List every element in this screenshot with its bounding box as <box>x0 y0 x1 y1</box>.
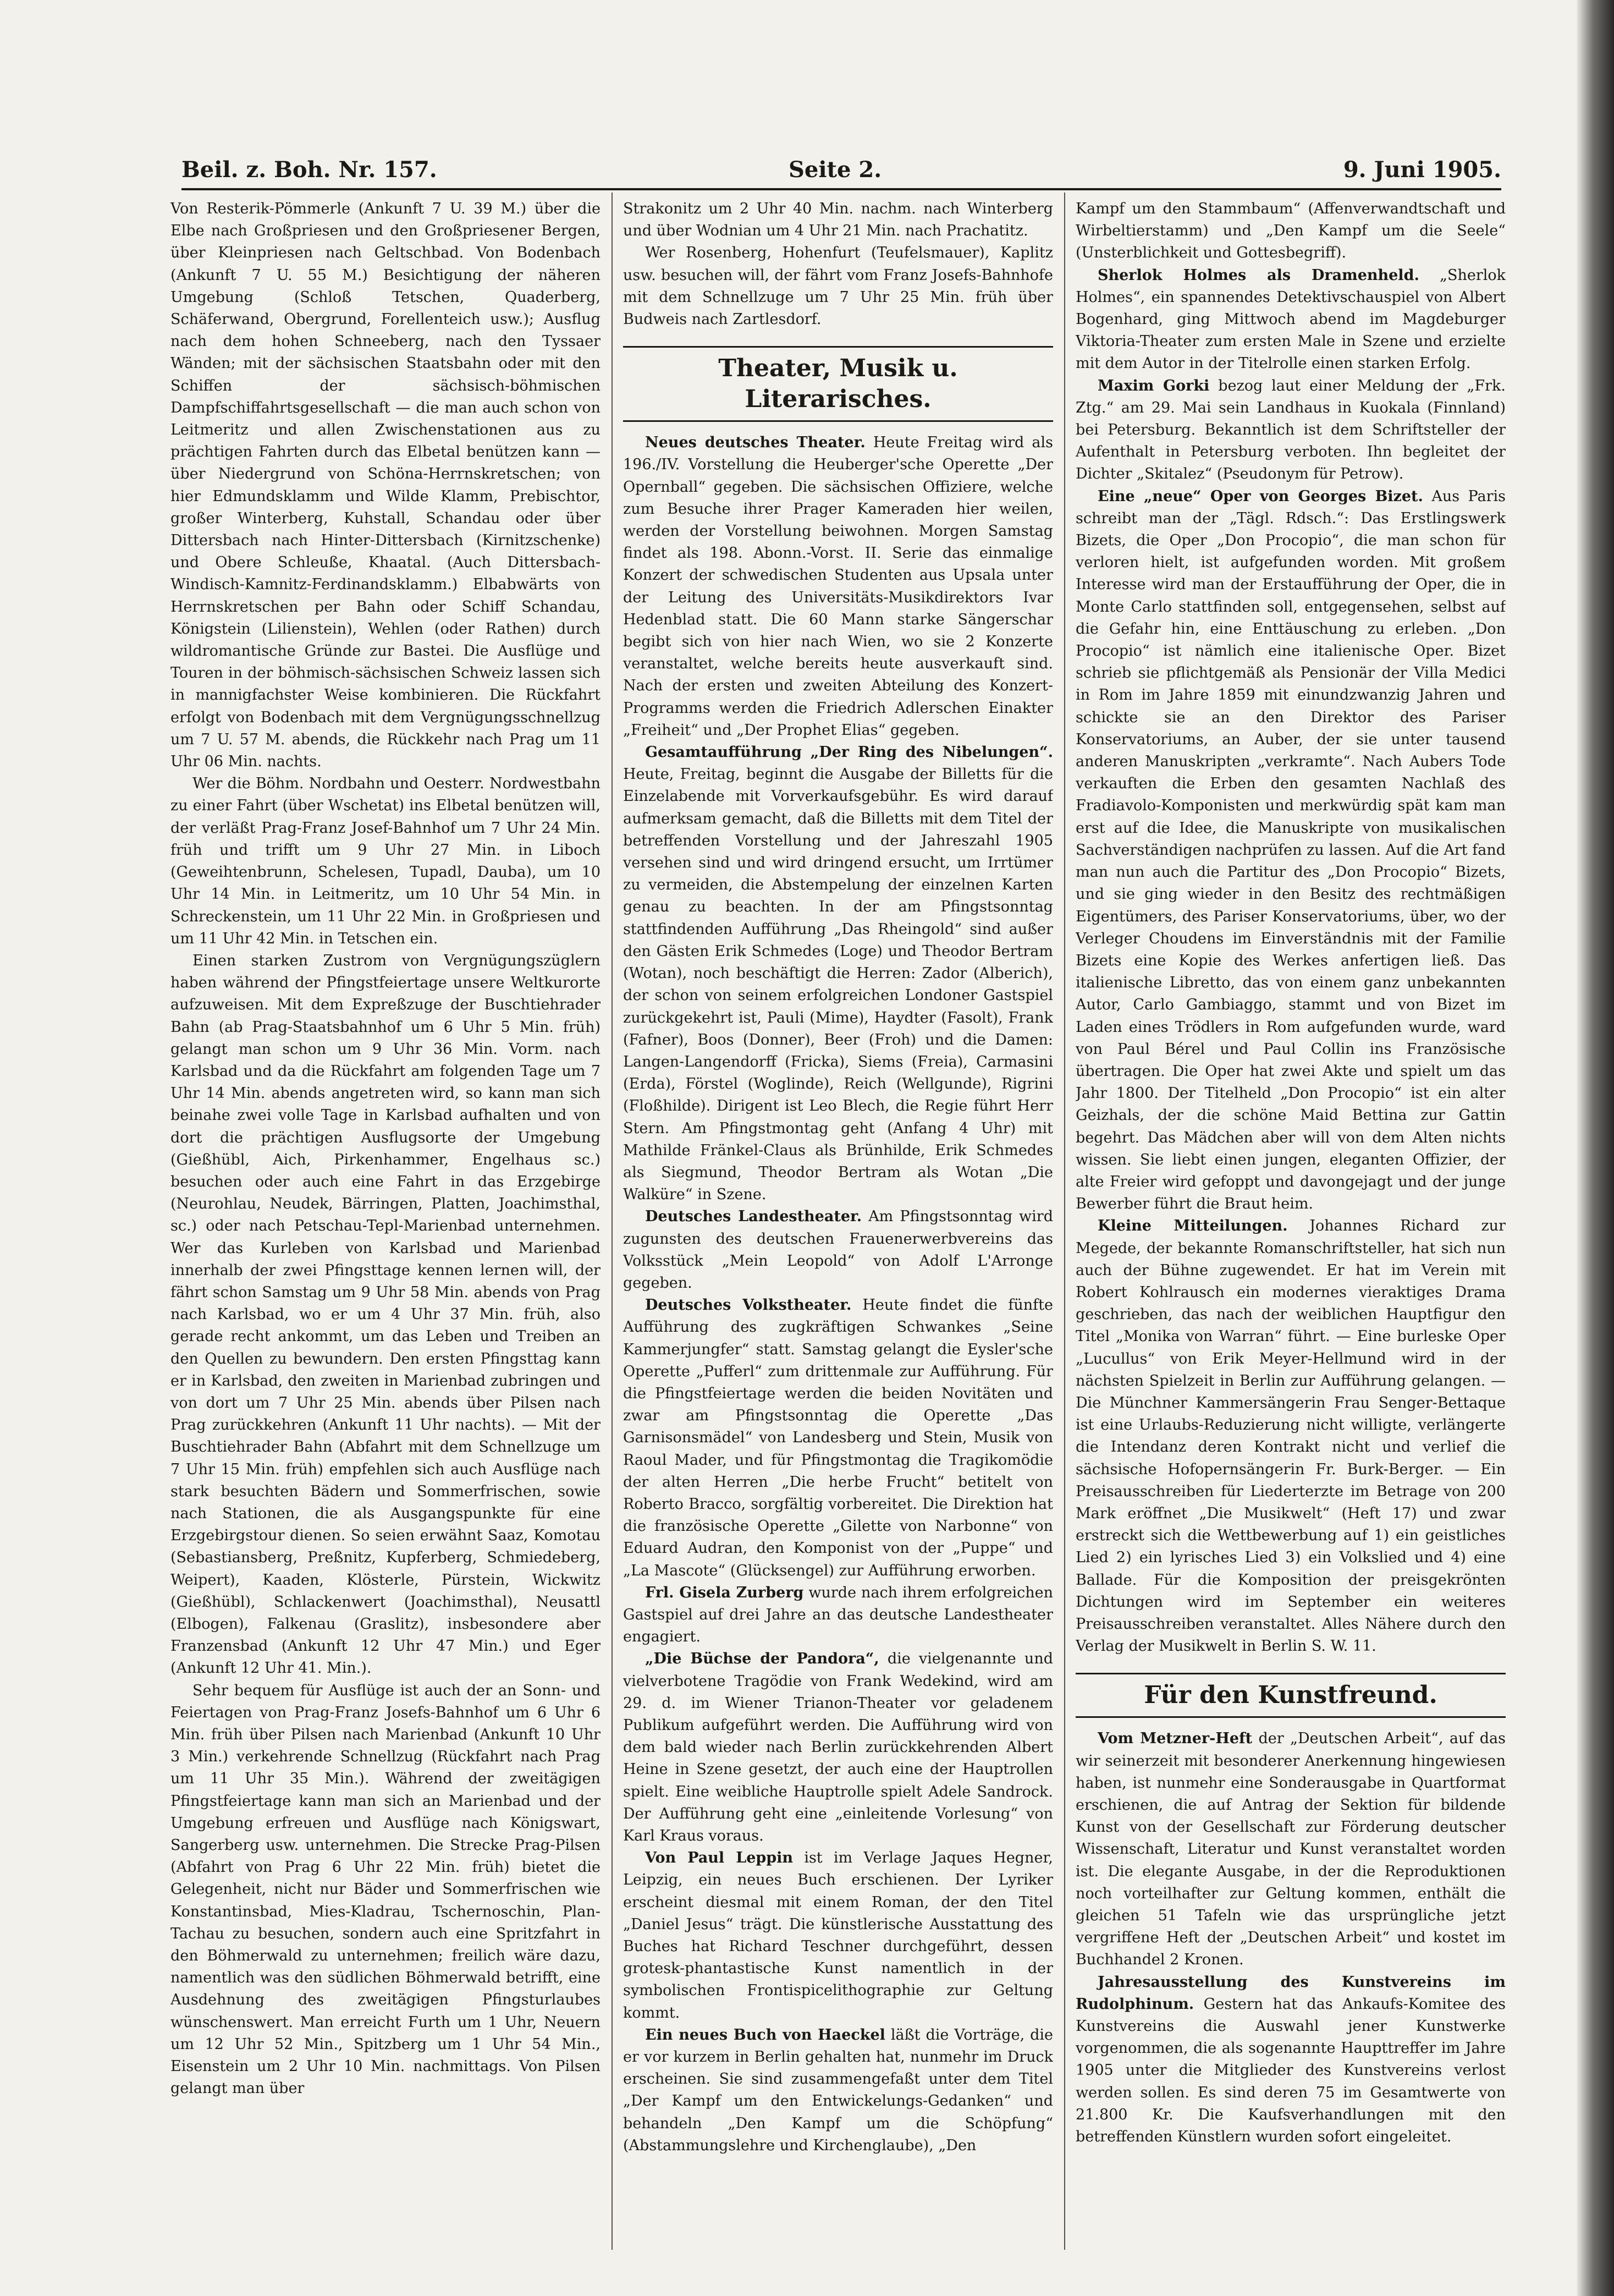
column-1 <box>170 198 601 2233</box>
article <box>623 1206 1053 1294</box>
article-lead: Ein neues Buch von Haeckel <box>645 2026 885 2044</box>
section-title-theater: Theater, Musik u. Literarisches. <box>623 346 1053 422</box>
article-lead: Deutsches Landestheater. <box>645 1208 862 1226</box>
article <box>1076 1215 1506 1657</box>
article-lead: Maxim Gorki <box>1098 377 1210 394</box>
paragraph: Von Resterik-Pömmerle (Ankunft 7 U. 39 M.) über die Elbe nach Großpriesen und den Großpriesener Bergen, über Kleinpriesen nach Geltschbad. Von Bodenbach (Ankunft 7 U. 55 M.) Besichtigung der näheren Umgebung (Schloß Tetschen, Quaderberg, Schäferwand, Obergrund, Forellenteich usw.); Ausflug nach dem hohen Schneeberg, nach den Tyssaer Wänden; mit der sächsischen Staatsbahn oder mit den Schiffen der sächsisch-böhmischen Dampfschiffahrtsgesellschaft — die man auch schon von Leitmeritz und allen Zwischenstationen aus zu prächtigen Fahrten durch das Elbetal benützen kann — über Niedergrund von Schöna-Herrnskretschen; von hier Edmundsklamm und Wilde Klamm, Prebischtor, großer Winterberg, Kuhstall, Schandau oder über Dittersbach nach Hinter-Dittersbach (Kirnitzschenke) und Obere Schleuße, Khaatal. (Auch Dittersbach-Windisch-Kamnitz-Ferdinandsklamm.) Elbabwärts von Herrnskretschen per Bahn oder Schiff Schandau, Königstein (Lilienstein), Wehlen (oder Rathen) durch wildromantische Gründe zur Bastei. Die Ausflüge und Touren in der böhmisch-sächsischen Schweiz lassen sich in mannigfachster Weise kombinieren. Die Rückfahrt erfolgt von Bodenbach mit dem Vergnügungsschnellzug um 7 U. 57 M. abends, die Rückkehr nach Prag um 11 Uhr 06 Min. nachts. <box>170 200 601 771</box>
article <box>1076 1971 1506 2149</box>
article-lead: Frl. Gisela Zurberg <box>645 1584 804 1601</box>
header-date: 9. Juni 1905. <box>1343 157 1501 183</box>
article <box>1076 375 1506 486</box>
paragraph: Einen starken Zustrom von Vergnügungszüglern haben während der Pfingstfeiertage unsere Weltkurorte aufzuweisen. Mit dem Expreßzuge der Buschtiehrader Bahn (ab Prag-Staatsbahnhof um 6 Uhr 5 Min. früh) gelangt man schon um 9 Uhr 36 Min. Vorm. nach Karlsbad und da die Rückfahrt am folgenden Tage um 7 Uhr 14 Min. abends angetreten wird, so kann man sich beinahe zwei volle Tage in Karlsbad aufhalten und von dort die prächtigen Ausflugsorte der Umgebung (Gießhübl, Aich, Pirkenhammer, Engelhaus sc.) besuchen oder auch eine Fahrt in das Erzgebirge (Neurohlau, Neudek, Bärringen, Platten, Joachimsthal, sc.) oder nach Petschau-Tepl-Marienbad unternehmen. Wer das Kurleben von Karlsbad und Marienbad innerhalb der zwei Pfingsttage kennen lernen will, der fährt schon Samstag um 9 Uhr 58 Min. abends von Prag nach Karlsbad, wo er um 4 Uhr 37 Min. früh, also gerade recht ankommt, um das Leben und Treiben an den Quellen zu bewundern. Den ersten Pfingsttag kann er in Karlsbad, den zweiten in Marienbad zubringen und von dort um 7 Uhr 25 Min. abends über Pilsen nach Prag zurückkehren (Ankunft 11 Uhr nachts). — Mit der Buschtiehrader Bahn (Abfahrt mit dem Schnellzuge um 7 Uhr 15 Min. früh) empfehlen sich auch Ausflüge nach stark besuchten Bädern und Sommerfrischen, sowie nach Stationen, die als Ausgangspunkte für eine Erzgebirgstour dienen. So seien erwähnt Saaz, Komotau (Sebastiansberg, Preßnitz, Kupferberg, Schmiedeberg, Weipert), Kaaden, Klösterle, Pürstein, Wickwitz (Gießhübl), Schlackenwert (Joachimsthal), Neusattl (Elbogen), Falkenau (Graslitz), insbesondere aber Franzensbad (Ankunft 12 Uhr 47 Min.) und Eger (Ankunft 12 Uhr 41. Min.). <box>170 952 601 1677</box>
article-lead: Gesamtaufführung „Der Ring des Nibelungen“. <box>645 744 1053 761</box>
section-title-kunstfreund: Für den Kunstfreund. <box>1076 1673 1506 1718</box>
article-lead: Von Paul Leppin <box>645 1849 794 1867</box>
article-text: der „Deutschen Arbeit“, auf das wir seinerzeit mit besonderer Anerkennung hingewiesen haben, ist nunmehr eine Sonderausgabe in Quartformat erschienen, die auf Antrag der Sektion für bildende Kunst von der Gesellschaft zur Förderung deutscher Wissenschaft, Literatur und Kunst veranstaltet worden ist. Die elegante Ausgabe, in der die Reproduktionen noch vorteilhafter zur Geltung kommen, enthält die gleichen 51 Tafeln wie das ursprüngliche jetzt vergriffene Heft der „Deutschen Arbeit“ und kostet im Buchhandel 2 Kronen. <box>1076 1730 1506 1969</box>
article <box>623 741 1053 1206</box>
page-edge-shadow <box>1577 0 1614 2296</box>
paragraph: Sehr bequem für Ausflüge ist auch der an Sonn- und Feiertagen von Prag-Franz Josefs-Bahnhof um 6 Uhr 6 Min. früh über Pilsen nach Marienbad (Ankunft 10 Uhr 3 Min.) verkehrende Schnellzug (Rückfahrt nach Prag um 11 Uhr 35 Min.). Während der zweitägigen Pfingstfeiertage kann man sich an Marienbad und der Umgebung erfreuen und Ausflüge nach Königswart, Sangerberg usw. unternehmen. Die Strecke Prag-Pilsen (Abfahrt von Prag 6 Uhr 22 Min. früh) bietet die Gelegenheit, nicht nur Bäder und Sommerfrischen wie Konstantinsbad, Mies-Kladrau, Tschernoschin, Plan-Tachau zu besuchen, sondern auch eine Spritzfahrt in den Böhmerwald zu unternehmen; freilich wäre dazu, namentlich was den südlichen Böhmerwald betrifft, eine Ausdehnung des zweitägigen Pfingsturlaubes wünschenswert. Man erreicht Furth um 1 Uhr, Neuern um 12 Uhr 52 Min., Spitzberg um 1 Uhr 54 Min., Eisenstein um 2 Uhr 10 Min. nachmittags. Von Pilsen gelangt man über <box>170 1682 601 2097</box>
article-lead: Sherlok Holmes als Dramenheld. <box>1098 266 1419 284</box>
paragraph: Strakonitz um 2 Uhr 40 Min. nachm. nach Winterberg und über Wodnian um 4 Uhr 21 Min. nach Prachatitz. <box>623 200 1053 240</box>
article-text: Am Pfingstsonntag wird zugunsten des deutschen Frauenerwerbvereins das Volksstück „Mein Leopold“ von Adolf L'Arronge gegeben. <box>623 1208 1053 1292</box>
article <box>1076 486 1506 1216</box>
column-3 <box>1076 198 1506 2233</box>
article-text: die vielgenannte und vielverbotene Tragödie von Frank Wedekind, wird am 29. d. im Wiener Trianon-Theater vor geladenem Publikum aufgeführt werden. Die Aufführung wird von dem bald wieder nach Berlin zurückkehrenden Albert Heine in Szene gesetzt, der auch eine der Hauptrollen spielt. Eine weibliche Hauptrolle spielt Adele Sandrock. Der Aufführung geht eine „einleitende Vorlesung“ von Karl Kraus voraus. <box>623 1650 1053 1845</box>
article-lead: Kleine Mitteilungen. <box>1098 1217 1288 1235</box>
article <box>623 1294 1053 1582</box>
article <box>623 1582 1053 1649</box>
article <box>1076 265 1506 375</box>
article-lead: Vom Metzner-Heft <box>1098 1730 1253 1748</box>
article <box>623 432 1053 741</box>
article-text: „Sherlok Holmes“, ein spannendes Detektivschauspiel von Albert Bogenhard, ging Mittwoch abend im Magdeburger Viktoria-Theater zum ersten Male in Szene und erzielte mit dem Autor in der Titelrolle einen starken Erfolg. <box>1076 266 1506 372</box>
article-text: wurde nach ihrem erfolgreichen Gastspiel auf drei Jahre an das deutsche Landestheater engagiert. <box>623 1584 1053 1646</box>
header-page-number: Seite 2. <box>789 157 882 183</box>
article <box>623 1847 1053 2024</box>
article-text: Johannes Richard zur Megede, der bekannte Romanschriftsteller, hat sich nun auch der Bühne zugewendet. Er hat im Verein mit Robert Kohlrausch ein modernes vieraktiges Drama geschrieben, das nach der weiblichen Hauptfigur den Titel „Monika von Warran“ führt. — Eine burleske Oper „Lucullus“ von Erik Meyer-Hellmund wird in der nächsten Spielzeit in Berlin zur Aufführung gelangen. — Die Münchner Kammersängerin Frau Senger-Bettaque ist eine Urlaubs-Reduzierung nicht willigte, verlängerte die Intendanz deren Kontrakt nicht und verlief die sächsische Hofopernsängerin Fr. Burk-Berger. — Ein Preisausschreiben für Liederterzte im Betrage von 200 Mark eröffnet „Die Musikwelt“ (Heft 17) und zwar erstreckt sich die Wettbewerbung auf 1) ein geistliches Lied 2) ein lyrisches Lied 3) ein Volkslied und 4) eine Ballade. Für die Komposition der preisgekrönten Dichtungen wird im September ein weiteres Preisausschreiben veranstaltet. Alles Nähere durch den Verlag der Musikwelt in Berlin S. W. 11. <box>1076 1217 1506 1655</box>
page-header <box>181 157 1501 192</box>
article <box>1076 1728 1506 1971</box>
paragraph: Wer die Böhm. Nordbahn und Oesterr. Nordwestbahn zu einer Fahrt (über Wschetat) ins Elbetal benützen will, der verläßt Prag-Franz Josef-Bahnhof um 7 Uhr 24 Min. früh und trifft um 9 Uhr 27 Min. in Liboch (Geweihtenbrunn, Schelesen, Tupadl, Dauba), um 10 Uhr 14 Min. in Leitmeritz, um 10 Uhr 54 Min. in Schreckenstein, um 11 Uhr 22 Min. in Großpriesen und um 11 Uhr 42 Min. in Tetschen ein. <box>170 775 601 947</box>
article-lead: Jahresausstellung des Kunstvereins im Rudolphinum. <box>1076 1973 1506 2013</box>
header-rule <box>181 188 1501 190</box>
paragraph: Wer Rosenberg, Hohenfurt (Teufelsmauer), Kaplitz usw. besuchen will, der fährt vom Franz Josefs-Bahnhofe mit dem Schnellzuge um 7 Uhr 25 Min. früh über Budweis nach Zartlesdorf. <box>623 244 1053 328</box>
article-lead: Deutsches Volkstheater. <box>645 1297 852 1314</box>
article <box>623 1648 1053 1847</box>
article-text: ist im Verlage Jaques Hegner, Leipzig, ein neues Buch erschienen. Der Lyriker erscheint diesmal mit einem Roman, der den Titel „Daniel Jesus“ trägt. Die künstlerische Ausstattung des Buches hat Richard Teschner durchgeführt, dessen grotesk-phantastische Kunst namentlich in der symbolischen Frontispicelithographie zur Geltung kommt. <box>623 1849 1053 2022</box>
article-lead: Eine „neue“ Oper von Georges Bizet. <box>1098 487 1423 505</box>
column-divider <box>612 193 613 2250</box>
article-text: Heute, Freitag, beginnt die Ausgabe der Billetts für die Einzelabende mit Vorverkaufsgebühr. Es wird darauf aufmerksam gemacht, daß die Billetts mit dem Titel der betreffenden Vorstellung und der Jahreszahl 1905 versehen sind und wird dringend ersucht, um Irrtümer zu vermeiden, die Abstempelung der einzelnen Karten genau zu beachten. In der am Pfingstsonntag stattfindenden Aufführung „Das Rheingold“ sind außer den Gästen Erik Schmedes (Loge) und Theodor Bertram (Wotan), noch beschäftigt die Herren: Zador (Alberich), der schon von seinem erfolgreichen Londoner Gastspiel zurückgekehrt ist, Pauli (Mime), Haydter (Fasolt), Frank (Fafner), Boos (Donner), Beer (Froh) und die Damen: Langen-Langendorff (Fricka), Siems (Freia), Carmasini (Erda), Förstel (Woglinde), Reich (Wellgunde), Rigrini (Floßhilde). Dirigent ist Leo Blech, die Regie führt Herr Stern. Am Pfingstmontag geht (Anfang 4 Uhr) mit Mathilde Fränkel-Claus als Brünhilde, Erik Schmedes als Siegmund, Theodor Bertram als Wotan „Die Walküre“ in Szene. <box>623 766 1053 1204</box>
article <box>623 2024 1053 2157</box>
header-issue: Beil. z. Boh. Nr. 157. <box>181 157 437 183</box>
article-text: läßt die Vorträge, die er vor kurzem in Berlin gehalten hat, nunmehr im Druck erscheinen. Sie sind zusammengefaßt unter dem Titel „Der Kampf um den Entwickelungs-Gedanken“ und behandeln „Den Kampf um die Schöpfung“ (Abstammungslehre und Kirchenglaube), „Den <box>623 2026 1053 2154</box>
article-text: bezog laut einer Meldung der „Frk. Ztg.“ am 29. Mai sein Landhaus in Kuokala (Finnland) bei Petersburg. Bekanntlich ist dem Schriftsteller der Aufenthalt in Petersburg verboten. Ihn begleitet der Dichter „Skitalez“ (Pseudonym für Petrow). <box>1076 377 1506 483</box>
paragraph: Kampf um den Stammbaum“ (Affenverwandtschaft und Wirbeltierstamm) und „Den Kampf um die Seele“ (Unsterblichkeit und Gottesbegriff). <box>1076 200 1506 262</box>
article-lead: „Die Büchse der Pandora“, <box>645 1650 879 1668</box>
column-divider <box>1064 193 1065 2250</box>
article-text: Gestern hat das Ankaufs-Komitee des Kunstvereins die Auswahl jener Kunstwerke vorgenommen, die als sogenannte Haupttreffer im Jahre 1905 unter die Mitglieder des Kunstvereins verlost werden sollen. Es sind deren 75 im Gesamtwerte von 21.800 Kr. Die Kaufsverhandlungen mit den betreffenden Künstlern wurden sofort eingeleitet. <box>1076 1995 1506 2146</box>
article-lead: Neues deutsches Theater. <box>645 434 866 452</box>
article-text: Heute findet die fünfte Aufführung des zugkräftigen Schwankes „Seine Kammerjungfer“ statt. Samstag gelangt die Eysler'sche Operette „Pufferl“ zum drittenmale zur Aufführung. Für die Pfingstfeiertage werden die beiden Novitäten und zwar am Pfingstsonntag die Operette „Das Garnisonsmädel“ von Landesberg und Stein, Musik von Raoul Mader, und für Pfingstmontag die Tragikomödie der alten Herren „Die herbe Frucht“ betitelt von Roberto Bracco, sorgfältig vorbereitet. Die Direktion hat die französische Operette „Gilette von Narbonne“ von Eduard Audran, den Komponist von der „Puppe“ und „La Mascote“ (Glücksengel) zur Aufführung erworben. <box>623 1297 1053 1579</box>
article-text: Aus Paris schreibt man der „Tägl. Rdsch.“: Das Erstlingswerk Bizets, die Oper „Don Procopio“, die man schon für verloren hielt, ist aufgefunden worden. Mit großem Interesse wird man der Erstaufführung der Oper, die in Monte Carlo stattfinden soll, entgegensehen, selbst auf die Gefahr hin, eine Enttäuschung zu erleben. „Don Procopio“ ist nämlich eine italienische Oper. Bizet schrieb sie pflichtgemäß als Pensionär der Villa Medici in Rom im Jahre 1859 mit einundzwanzig Jahren und schickte sie an den Direktor des Pariser Konservatoriums, an Auber, der sie unter tausend anderen Manuskripten „verkramte“. Nach Aubers Tode verkauften die Erben den gesamten Nachlaß des Fradiavolo-Komponisten und merkwürdig spät kam man erst auf die Idee, die Manuskripte von musikalischen Sachverständigen nachprüfen zu lassen. Auf die Art fand man nun auch die Partitur des „Don Procopio“ Bizets, und sie ging wieder in den Besitz des rechtmäßigen Eigentümers, des Pariser Konservatoriums, über, wo der Verleger Choudens im Einverständnis mit der Familie Bizets eine Kopie des Werkes anfertigen ließ. Das italienische Libretto, das von einem ganz unbekannten Autor, Carlo Gambiaggo, stammt und von Bizet im Laden eines Trödlers in Rom aufgefunden wurde, ward von Paul Bérel und Paul Collin ins Französische übertragen. Die Oper hat zwei Akte und spielt um das Jahr 1800. Der Titelheld „Don Procopio“ ist ein alter Geizhals, der die schöne Maid Bettina zur Gattin begehrt. Das Mädchen aber will von dem Alten nichts wissen. Sie liebt einen jungen, eleganten Offizier, der alte Freier wird gefoppt und davongejagt und der junge Bewerber führt die Braut heim. <box>1076 487 1506 1213</box>
article-text: Heute Freitag wird als 196./IV. Vorstellung die Heuberger'sche Operette „Der Opernball“ gegeben. Die sächsischen Offiziere, welche zum Besuche ihrer Prager Kameraden hier weilen, werden der Vorstellung beiwohnen. Morgen Samstag findet als 198. Abonn.-Vorst. II. Serie das einmalige Konzert der schwedischen Studenten aus Upsala unter der Leitung des Universitäts-Musikdirektors Ivar Hedenblad statt. Die 60 Mann starke Sängerschar begibt sich von hier nach Wien, wo sie 2 Konzerte veranstaltet, welche bereits heute ausverkauft sind. Nach der ersten und zweiten Abteilung des Konzert-Programms werden die Friedrich Adlerschen Einakter „Freiheit“ und „Der Prophet Elias“ gegeben. <box>623 434 1053 739</box>
column-2 <box>623 198 1053 2233</box>
